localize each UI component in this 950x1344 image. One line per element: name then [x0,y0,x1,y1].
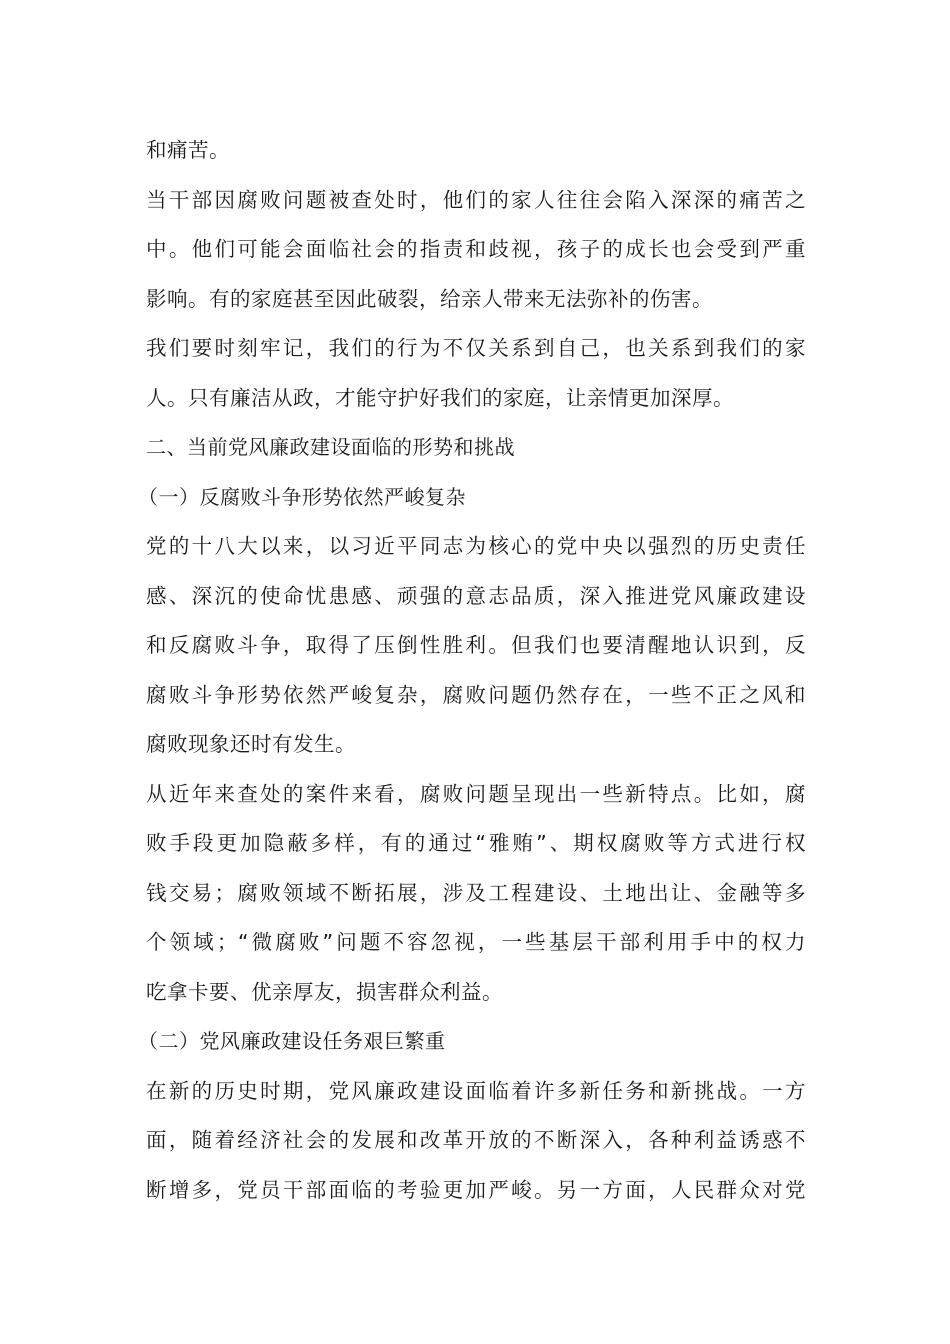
paragraph-line: 个领域；“微腐败”问题不容忽视，一些基层干部利用手中的权力 [146,930,806,954]
paragraph-line: 和反腐败斗争，取得了压倒性胜利。但我们也要清醒地认识到，反 [146,633,806,657]
paragraph-line: 当干部因腐败问题被查处时，他们的家人往往会陷入深深的痛苦之 [146,187,806,212]
paragraph-line: 腐败斗争形势依然严峻复杂，腐败问题仍然存在，一些不正之风和 [146,682,806,707]
paragraph-line: 和痛苦。 [146,138,230,162]
paragraph-line: 党的十八大以来，以习近平同志为核心的党中央以强烈的历史责任 [146,534,806,558]
paragraph-line: 腐败现象还时有发生。 [146,732,356,756]
paragraph-line: 我们要时刻牢记，我们的行为不仅关系到自己，也关系到我们的家 [146,336,806,360]
paragraph-line: 钱交易；腐败领域不断拓展，涉及工程建设、土地出让、金融等多 [146,880,806,905]
paragraph-line: 感、深沉的使命忧患感、顽强的意志品质，深入推进党风廉政建设 [146,583,806,608]
paragraph-line: 吃拿卡要、优亲厚友，损害群众利益。 [146,979,503,1004]
subsection-heading: （一）反腐败斗争形势依然严峻复杂 [138,484,466,509]
paragraph-line: 从近年来查处的案件来看，腐败问题呈现出一些新特点。比如，腐 [146,781,806,806]
paragraph-line: 断增多，党员干部面临的考验更加严峻。另一方面，人民群众对党 [146,1177,806,1202]
paragraph-line: 在新的历史时期，党风廉政建设面临着许多新任务和新挑战。一方 [146,1078,806,1103]
section-heading: 二、当前党风廉政建设面临的形势和挑战 [146,435,515,459]
paragraph-line: 中。他们可能会面临社会的指责和歧视，孩子的成长也会受到严重 [146,237,806,261]
subsection-heading: （二）党风廉政建设任务艰巨繁重 [138,1029,446,1053]
paragraph-line: 人。只有廉洁从政，才能守护好我们的家庭，让亲情更加深厚。 [146,385,734,410]
document-body [138,128,806,1217]
paragraph-line: 影响。有的家庭甚至因此破裂，给亲人带来无法弥补的伤害。 [146,286,713,311]
paragraph-line: 面，随着经济社会的发展和改革开放的不断深入，各种利益诱惑不 [146,1128,806,1152]
paragraph-line: 败手段更加隐蔽多样，有的通过“雅贿”、期权腐败等方式进行权 [146,831,806,855]
